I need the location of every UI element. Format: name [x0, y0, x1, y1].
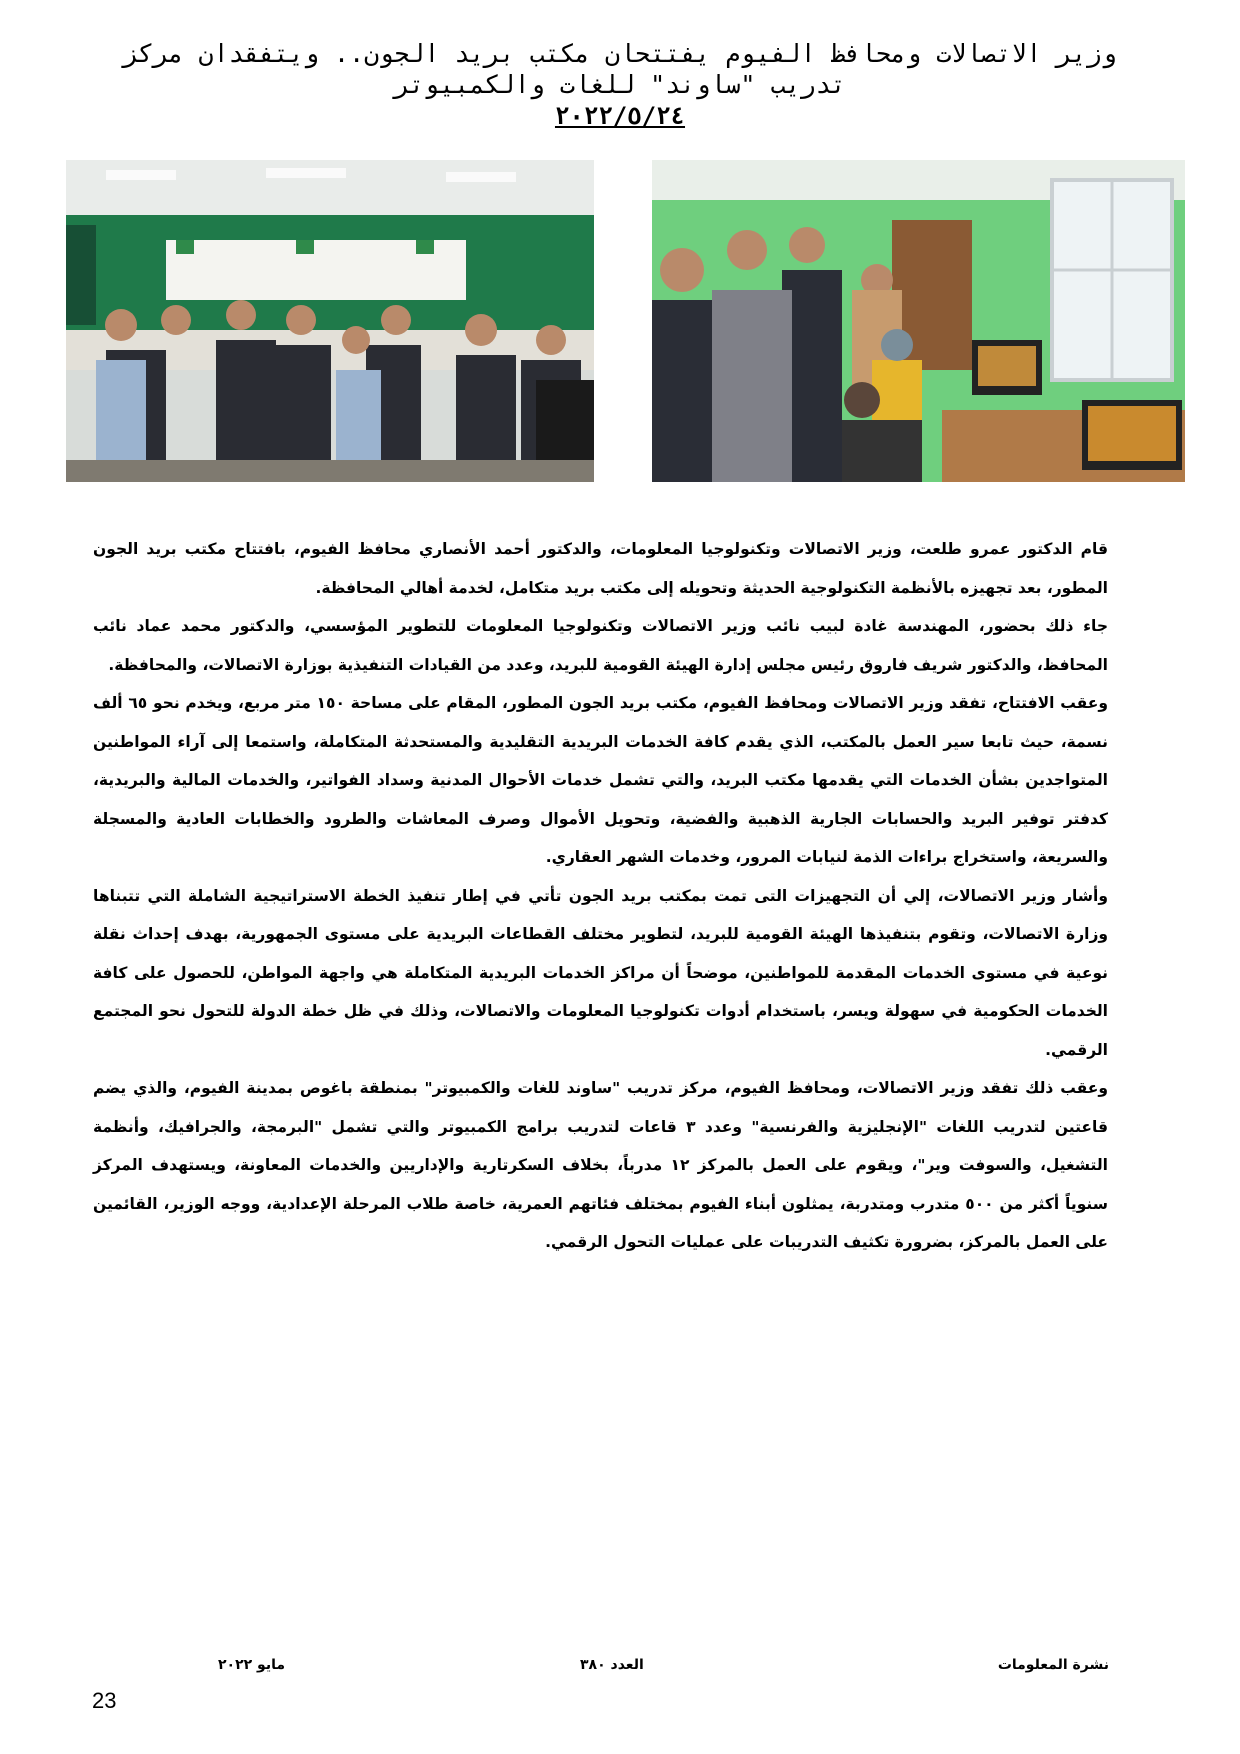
- title-line-1: وزير الاتصالات ومحافظ الفيوم يفتتحان مكتب بريد الجون.. ويتفقدان مركز: [123, 39, 1117, 68]
- footer-publication: نشرة المعلومات: [997, 1657, 1109, 1673]
- article-body: [93, 530, 1108, 1262]
- paragraph-5: وعقب ذلك تفقد وزير الاتصالات، ومحافظ الفيوم، مركز تدريب "ساوند للغات والكمبيوتر" بمنطقة باغوص بمدينة الفيوم، والذي يضم قاعتين لتدريب اللغات "الإنجليزية والفرنسية" وعدد ٣ قاعات لتدريب برامج الكمبيوتر والتي تشمل "البرمجة، والجرافيك، وأنظمة التشغيل، والسوفت وير"، ويقوم على العمل بالمركز ١٢ مدرباً، بخلاف السكرتارية والإداريين والخدمات المعاونة، ويستهدف المركز سنوياً أكثر من ٥٠٠ متدرب ومتدربة، يمثلون أبناء الفيوم بمختلف فئاتهم العمرية، خاصة طلاب المرحلة الإعدادية، ووجه الوزير، القائمين على العمل بالمركز، بضرورة تكثيف التدريبات على عمليات التحول الرقمي.: [93, 1079, 1108, 1251]
- group-photo-illustration: [66, 160, 594, 482]
- title-line-2: تدريب "ساوند" للغات والكمبيوتر: [394, 70, 846, 99]
- page-footer: [0, 1657, 1240, 1681]
- paragraph-2: جاء ذلك بحضور، المهندسة غادة لبيب نائب وزير الاتصالات وتكنولوجيا المعلومات للتطوير المؤسسي، والدكتور محمد عماد نائب المحافظ، والدكتور شريف فاروق رئيس مجلس إدارة الهيئة القومية للبريد، وعدد من القيادات التنفيذية بوزارة الاتصالات، والمحافظة.: [93, 617, 1108, 674]
- paragraph-3: وعقب الافتتاح، تفقد وزير الاتصالات ومحافظ الفيوم، مكتب بريد الجون المطور، المقام على مساحة ١٥٠ متر مربع، ويخدم نحو ٦٥ ألف نسمة، حيث تابعا سير العمل بالمكتب، الذي يقدم كافة الخدمات البريدية التقليدية والمستحدثة المتكاملة، واستمعا إلى آراء المواطنين المتواجدين بشأن الخدمات التي يقدمها مكتب البريد، والتي تشمل خدمات الأحوال المدنية وسداد الفواتير، والخدمات المالية والبريدية، كدفتر توفير البريد والحسابات الجارية الذهبية والفضية، وتحويل الأموال وصرف المعاشات والطرود والخطابات العادية والمسجلة والسريعة، واستخراج براءات الذمة لنيابات المرور، وخدمات الشهر العقاري.: [93, 694, 1108, 866]
- footer-month: مايو ٢٠٢٢: [218, 1657, 286, 1673]
- article-title: [100, 38, 1140, 132]
- paragraph-1: قام الدكتور عمرو طلعت، وزير الاتصالات وتكنولوجيا المعلومات، والدكتور أحمد الأنصاري محافظ الفيوم، بافتتاح مكتب بريد الجون المطور، بعد تجهيزه بالأنظمة التكنولوجية الحديثة وتحويله إلى مكتب بريد متكامل، لخدمة أهالي المحافظة.: [93, 540, 1108, 597]
- paragraph-4: وأشار وزير الاتصالات، إلي أن التجهيزات التى تمت بمكتب بريد الجون تأتي في إطار تنفيذ الخطة الاستراتيجية الشاملة التي تتبناها وزارة الاتصالات، وتقوم بتنفيذها الهيئة القومية للبريد، لتطوير مختلف القطاعات البريدية على مستوى الجمهورية، بهدف إحداث نقلة نوعية في مستوى الخدمات المقدمة للمواطنين، موضحاً أن مراكز الخدمات البريدية المتكاملة هي واجهة المواطن، للحصول على كافة الخدمات الحكومية في سهولة ويسر، باستخدام أدوات تكنولوجيا المعلومات والاتصالات، وذلك في ظل خطة الدولة للتحول نحو المجتمع الرقمي.: [93, 886, 1108, 1059]
- article-date: ٢٠٢٢/٥/٢٤: [554, 102, 686, 130]
- footer-issue: العدد ٣٨٠: [580, 1657, 644, 1673]
- training-photo-illustration: [652, 160, 1185, 482]
- page-number: 23: [92, 1688, 117, 1713]
- post-office-group-photo: [66, 160, 594, 482]
- training-center-photo: [652, 160, 1185, 482]
